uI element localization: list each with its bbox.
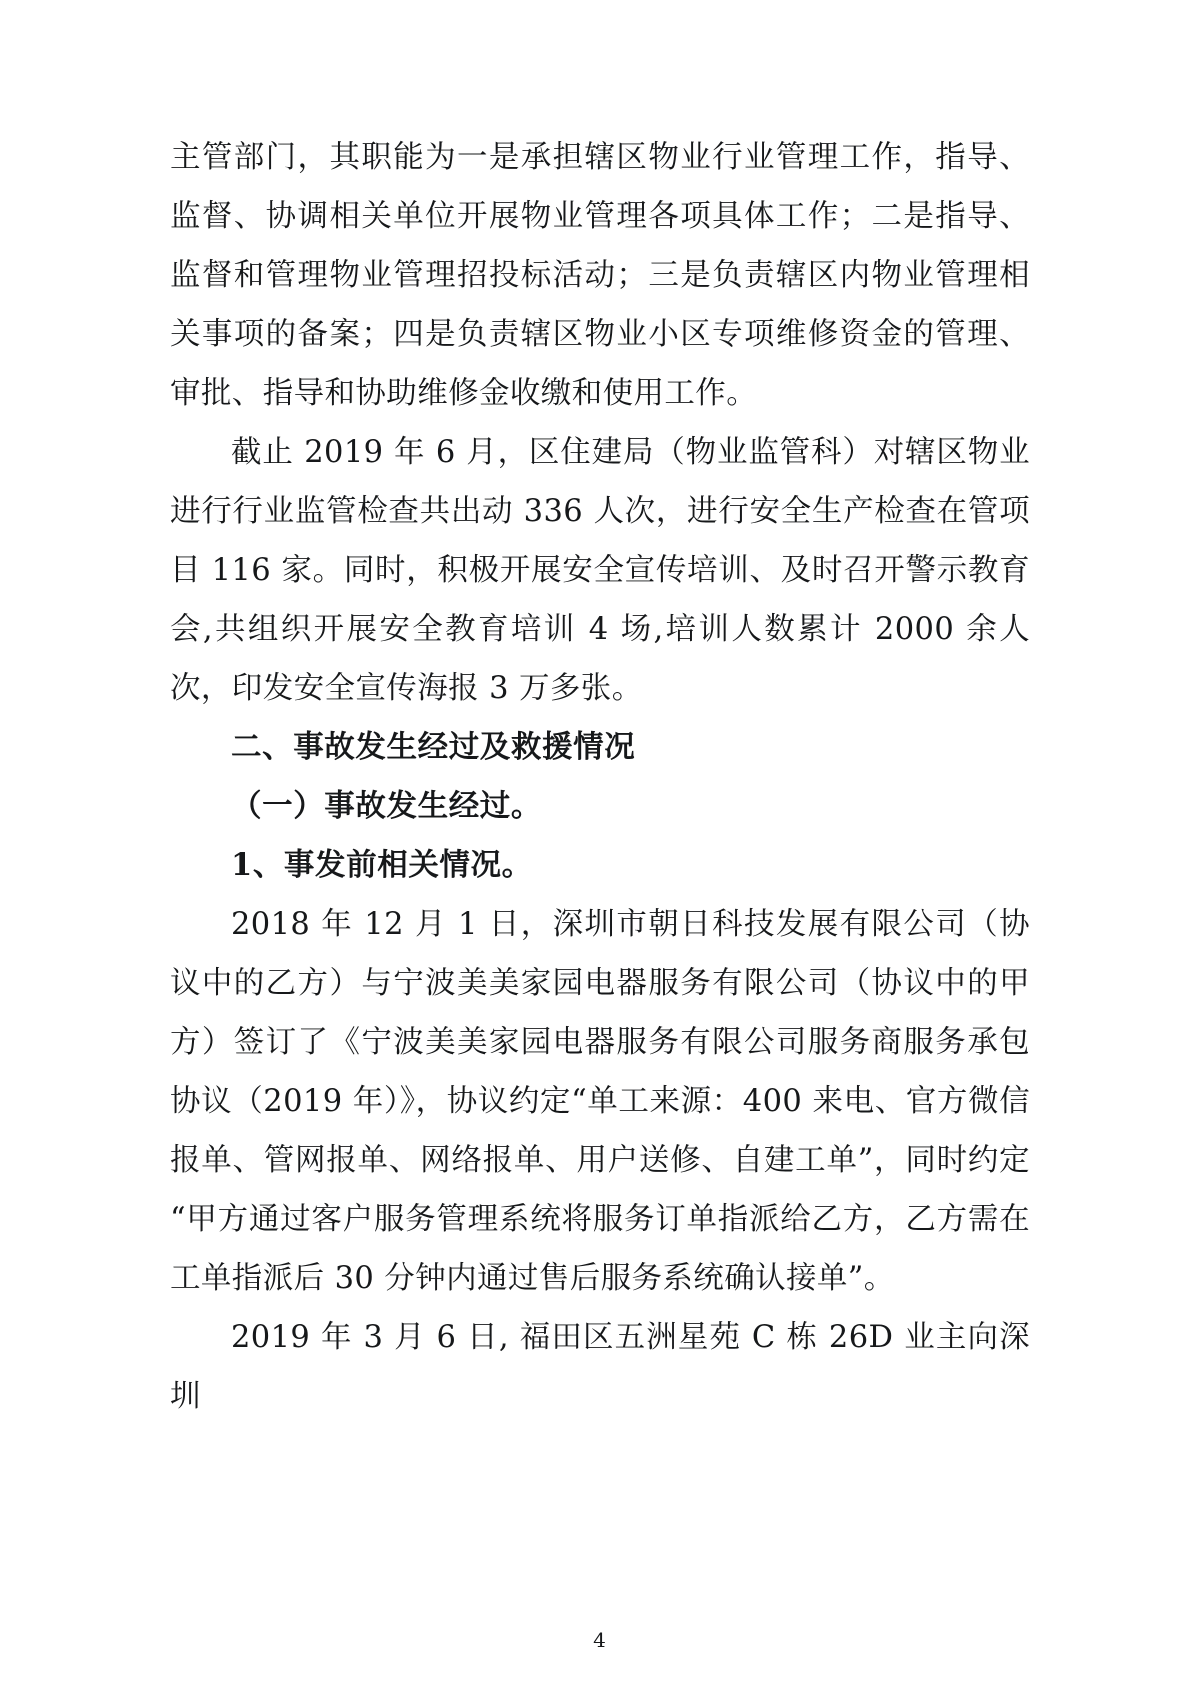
heading-section-two: 二、事故发生经过及救援情况 (231, 729, 636, 765)
paragraph-inspection-statistics: 截止 2019 年 6 月，区住建局（物业监管科）对辖区物业进行行业监管检查共出动 336 人次，进行安全生产检查在管项目 116 家。同时，积极开展安全宣传培训、及时召开警示教育会,共组织开展安全教育培训 4 场,培训人数累计 2000 余人次，印发安全宣传海报 3 万多张。 (170, 435, 1030, 706)
heading-item-one: 1、事发前相关情况。 (231, 847, 533, 883)
paragraph-contract-details: 2018 年 12 月 1 日，深圳市朝日科技发展有限公司（协议中的乙方）与宁波美美家园电器服务有限公司（协议中的甲方）签订了《宁波美美家园电器服务有限公司服务商服务承包协议（2019 年）》，协议约定“单工来源：400 来电、官方微信报单、管网报单、网络报单、用户送修、自建工单”，同时约定“甲方通过客户服务管理系统将服务订单指派给乙方，乙方需在工单指派后 30 分钟内通过售后服务系统确认接单”。 (170, 907, 1030, 1296)
document-body (170, 128, 1030, 1426)
paragraph-incident-report: 2019 年 3 月 6 日, 福田区五洲星苑 C 栋 26D 业主向深圳 (170, 1320, 1030, 1414)
paragraph-duty-description: 主管部门，其职能为一是承担辖区物业行业管理工作，指导、监督、协调相关单位开展物业管理各项具体工作；二是指导、监督和管理物业管理招投标活动；三是负责辖区内物业管理相关事项的备案；四是负责辖区物业小区专项维修资金的管理、审批、指导和协助维修金收缴和使用工作。 (170, 140, 1030, 411)
page-number: 4 (593, 1628, 606, 1652)
heading-subsection-one: （一）事故发生经过。 (231, 788, 542, 824)
